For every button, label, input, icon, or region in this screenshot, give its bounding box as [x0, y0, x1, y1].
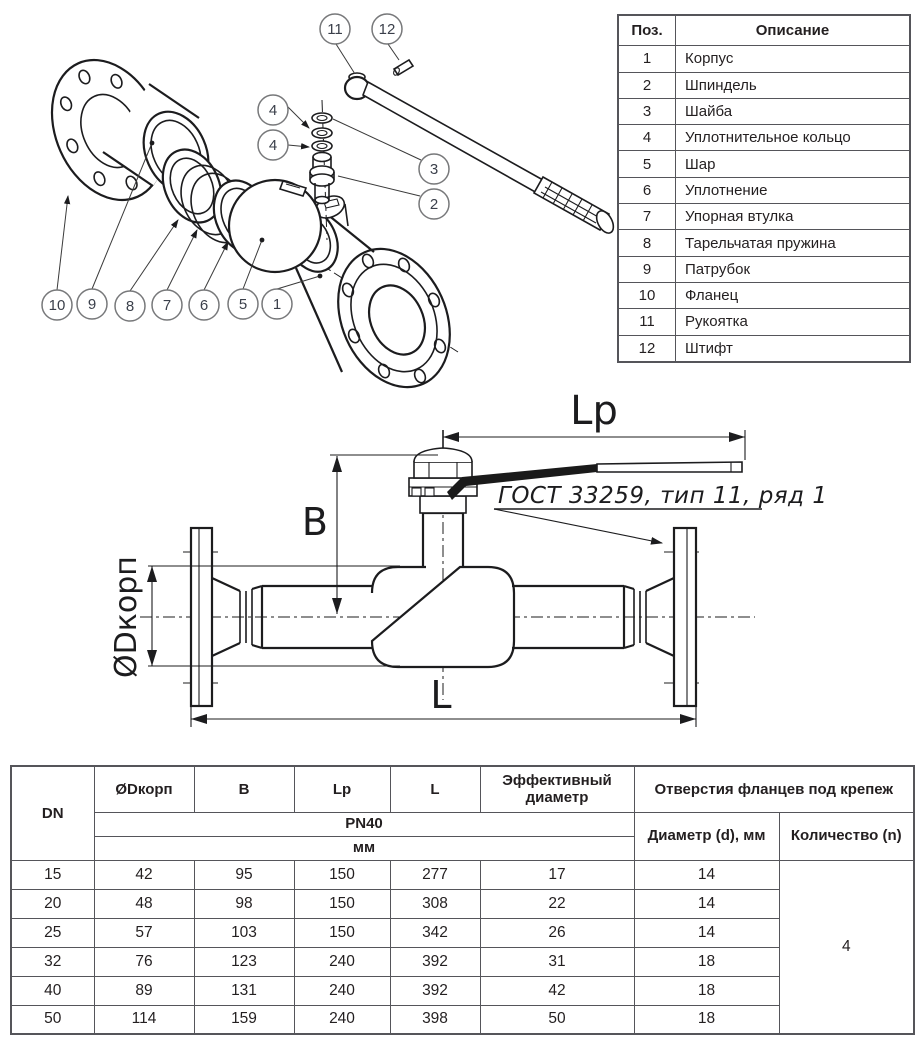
parts-row: [618, 151, 910, 177]
parts-row: [618, 256, 910, 282]
part-pos: 5: [618, 151, 676, 177]
part-pos: 10: [618, 282, 676, 308]
callout-7: 7: [162, 297, 172, 314]
part-desc: Упорная втулка: [676, 204, 911, 230]
part-desc: Рукоятка: [676, 309, 911, 335]
cell-dn: 20: [11, 889, 94, 918]
cell-dn: 40: [11, 976, 94, 1005]
cell-eff: 42: [480, 976, 634, 1005]
right-flange: [674, 528, 696, 706]
part-desc: Тарельчатая пружина: [676, 230, 911, 256]
cell-eff: 26: [480, 918, 634, 947]
part-desc: Уплотнение: [676, 177, 911, 203]
dim-label-b: B: [301, 500, 328, 544]
callout-4a: 4: [268, 102, 278, 119]
dim-l: [191, 673, 696, 727]
parts-row: [618, 46, 910, 72]
callout-3: 3: [429, 161, 439, 178]
parts-row: [618, 309, 910, 335]
part-handle: [345, 73, 615, 236]
parts-row: [618, 230, 910, 256]
part-pos: 1: [618, 46, 676, 72]
cell-qty: 4: [779, 860, 914, 1034]
cell-eff: 50: [480, 1005, 634, 1034]
cell-dn: 50: [11, 1005, 94, 1034]
cell-dkorp: 57: [94, 918, 194, 947]
dim-label-lp: Lp: [570, 390, 618, 434]
callout-11: 11: [327, 21, 343, 38]
col-hole-dia: Диаметр (d), мм: [634, 812, 779, 860]
col-eff: Эффективный диаметр: [480, 766, 634, 812]
cell-dia: 14: [634, 918, 779, 947]
dims-data-row: [11, 860, 914, 889]
cell-lp: 150: [294, 860, 390, 889]
part-desc: Корпус: [676, 46, 911, 72]
pn-row: PN40: [94, 812, 634, 836]
dims-data-row: [11, 947, 914, 976]
cell-b: 95: [194, 860, 294, 889]
cell-b: 123: [194, 947, 294, 976]
callout-9: 9: [87, 296, 97, 313]
part-ball: [229, 180, 321, 272]
cell-lp: 150: [294, 889, 390, 918]
dims-data-row: [11, 976, 914, 1005]
cell-dia: 14: [634, 860, 779, 889]
col-b: B: [194, 766, 294, 812]
dimensional-drawing: [90, 390, 923, 760]
unit-row: мм: [94, 836, 634, 860]
part-pos: 3: [618, 98, 676, 124]
cell-l: 392: [390, 947, 480, 976]
part-desc: Шпиндель: [676, 72, 911, 98]
part-pos: 6: [618, 177, 676, 203]
part-pos: 8: [618, 230, 676, 256]
parts-header-row: [618, 15, 910, 46]
dimensions-table: [10, 765, 913, 1035]
cell-dia: 14: [634, 889, 779, 918]
part-pos: 7: [618, 204, 676, 230]
cell-b: 159: [194, 1005, 294, 1034]
cell-dia: 18: [634, 947, 779, 976]
cell-dkorp: 89: [94, 976, 194, 1005]
cell-dn: 25: [11, 918, 94, 947]
cell-lp: 240: [294, 976, 390, 1005]
part-pos: 12: [618, 335, 676, 362]
gost-note: [494, 483, 828, 543]
parts-row: [618, 177, 910, 203]
dim-lp: [443, 390, 745, 460]
cell-l: 308: [390, 889, 480, 918]
part-desc: Штифт: [676, 335, 911, 362]
part-desc: Шар: [676, 151, 911, 177]
col-dkorp: ØDкорп: [94, 766, 194, 812]
col-lp: Lp: [294, 766, 390, 812]
dims-header-row-1: [11, 766, 914, 812]
callout-2: 2: [429, 196, 439, 213]
cell-l: 277: [390, 860, 480, 889]
dims-data-row: [11, 1005, 914, 1034]
cell-l: 342: [390, 918, 480, 947]
parts-row: [618, 125, 910, 151]
callout-4b: 4: [268, 137, 278, 154]
part-desc: Фланец: [676, 282, 911, 308]
parts-row: [618, 204, 910, 230]
exploded-view-drawing: [0, 0, 615, 390]
cell-eff: 17: [480, 860, 634, 889]
callout-1: 1: [272, 296, 282, 313]
left-flange: [191, 528, 212, 706]
parts-row: [618, 98, 910, 124]
cell-dn: 32: [11, 947, 94, 976]
dim-label-l: L: [430, 673, 452, 717]
cell-eff: 31: [480, 947, 634, 976]
parts-table: [617, 14, 911, 363]
cell-b: 103: [194, 918, 294, 947]
part-pos: 2: [618, 72, 676, 98]
cell-b: 98: [194, 889, 294, 918]
cell-lp: 240: [294, 1005, 390, 1034]
dims-data-row: [11, 889, 914, 918]
callout-10: 10: [48, 297, 66, 314]
cell-l: 392: [390, 976, 480, 1005]
dims-header-row-2: [11, 812, 914, 836]
parts-row: [618, 335, 910, 362]
cell-dkorp: 76: [94, 947, 194, 976]
callout-5: 5: [238, 296, 248, 313]
cell-l: 398: [390, 1005, 480, 1034]
cell-lp: 240: [294, 947, 390, 976]
part-pin: [392, 60, 413, 76]
parts-row: [618, 72, 910, 98]
cell-b: 131: [194, 976, 294, 1005]
cell-dkorp: 42: [94, 860, 194, 889]
dims-data-row: [11, 918, 914, 947]
cell-dia: 18: [634, 1005, 779, 1034]
cell-dkorp: 114: [94, 1005, 194, 1034]
col-dn: DN: [11, 766, 94, 860]
part-desc: Патрубок: [676, 256, 911, 282]
callout-12: 12: [378, 21, 396, 38]
parts-row: [618, 282, 910, 308]
part-desc: Шайба: [676, 98, 911, 124]
cell-lp: 150: [294, 918, 390, 947]
part-desc: Уплотнительное кольцо: [676, 125, 911, 151]
parts-col-pos: Поз.: [618, 15, 676, 46]
cell-dkorp: 48: [94, 889, 194, 918]
parts-col-desc: Описание: [676, 15, 911, 46]
col-holes: Отверстия фланцев под крепеж: [634, 766, 914, 812]
cell-dn: 15: [11, 860, 94, 889]
callout-8: 8: [125, 298, 135, 315]
part-pos: 4: [618, 125, 676, 151]
part-pos: 9: [618, 256, 676, 282]
callout-6: 6: [199, 297, 209, 314]
dim-label-dkorp: ØDкорп: [109, 556, 144, 678]
cell-dia: 18: [634, 976, 779, 1005]
part-pos: 11: [618, 309, 676, 335]
gost-note-text: ГОСТ 33259, тип 11, ряд 1: [498, 483, 828, 509]
col-hole-qty: Количество (n): [779, 812, 914, 860]
cell-eff: 22: [480, 889, 634, 918]
col-l: L: [390, 766, 480, 812]
